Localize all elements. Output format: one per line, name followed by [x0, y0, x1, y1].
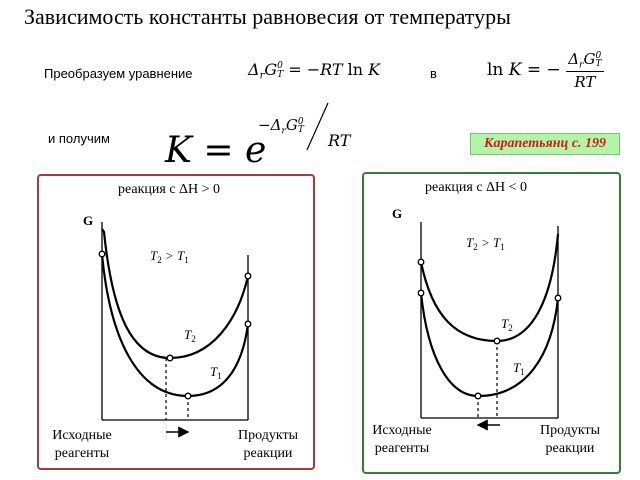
- reference-badge: Карапетьянц с. 199: [470, 133, 620, 155]
- right-reactants-line2: реагенты: [374, 440, 430, 456]
- right-g-axis-label: G: [392, 206, 403, 221]
- page-title: Зависимость константы равновесия от температуры: [24, 4, 511, 29]
- right-t1-label: $T_1$: [513, 360, 525, 377]
- left-products-line2: реакции: [243, 445, 293, 461]
- right-t-compare: $T_2 > T_1$: [466, 235, 505, 252]
- left-point-t2-min: [167, 355, 173, 361]
- transform-text: Преобразуем уравнение: [44, 66, 193, 81]
- right-point-t2-min: [494, 338, 500, 344]
- left-reactants-line1: Исходные: [52, 428, 112, 443]
- equation-2: ln K = − $\Delta_rG$ 0 T RT: [487, 50, 602, 92]
- right-reactants-line1: Исходные: [372, 423, 432, 438]
- left-curve-t2: [102, 229, 248, 358]
- left-panel-title: реакция с ΔH > 0: [118, 182, 221, 197]
- left-point-b: [245, 273, 251, 279]
- right-point-t1-min: [475, 393, 481, 399]
- equation-3: K = e: [165, 130, 267, 171]
- equation-3-exponent: $-\Delta_rG$ 0 T: [258, 116, 304, 137]
- left-g-axis-label: G: [83, 213, 94, 228]
- left-diagram: [99, 222, 251, 432]
- left-products-line1: Продукты: [238, 428, 298, 443]
- right-curve-t2: [421, 234, 558, 341]
- equation-1: $\Delta_rG$ 0 T = −RT ln K: [248, 60, 381, 82]
- right-point-a: [418, 259, 424, 265]
- left-t1-label: $T_1$: [210, 364, 222, 381]
- connector-in: в: [430, 66, 437, 81]
- right-products-line1: Продукты: [540, 423, 600, 438]
- right-products-line2: реакции: [545, 440, 595, 456]
- left-point-c: [245, 321, 251, 327]
- right-point-c: [555, 295, 561, 301]
- equation-3-denominator: RT: [328, 131, 351, 150]
- right-curve-t1: [421, 293, 558, 396]
- left-point-a: [99, 251, 105, 257]
- left-curve-t1: [102, 254, 248, 396]
- left-t-compare: $T_2 > T_1$: [150, 248, 189, 265]
- left-reactants-line2: реагенты: [54, 445, 110, 461]
- right-t2-label: $T_2$: [501, 316, 513, 333]
- right-point-b: [418, 290, 424, 296]
- and-get-text: и получим: [48, 131, 110, 146]
- right-diagram: [418, 222, 561, 425]
- left-point-t1-min: [185, 393, 191, 399]
- right-panel-title: реакция с ΔH < 0: [425, 180, 528, 195]
- left-t2-label: $T_2$: [184, 327, 196, 344]
